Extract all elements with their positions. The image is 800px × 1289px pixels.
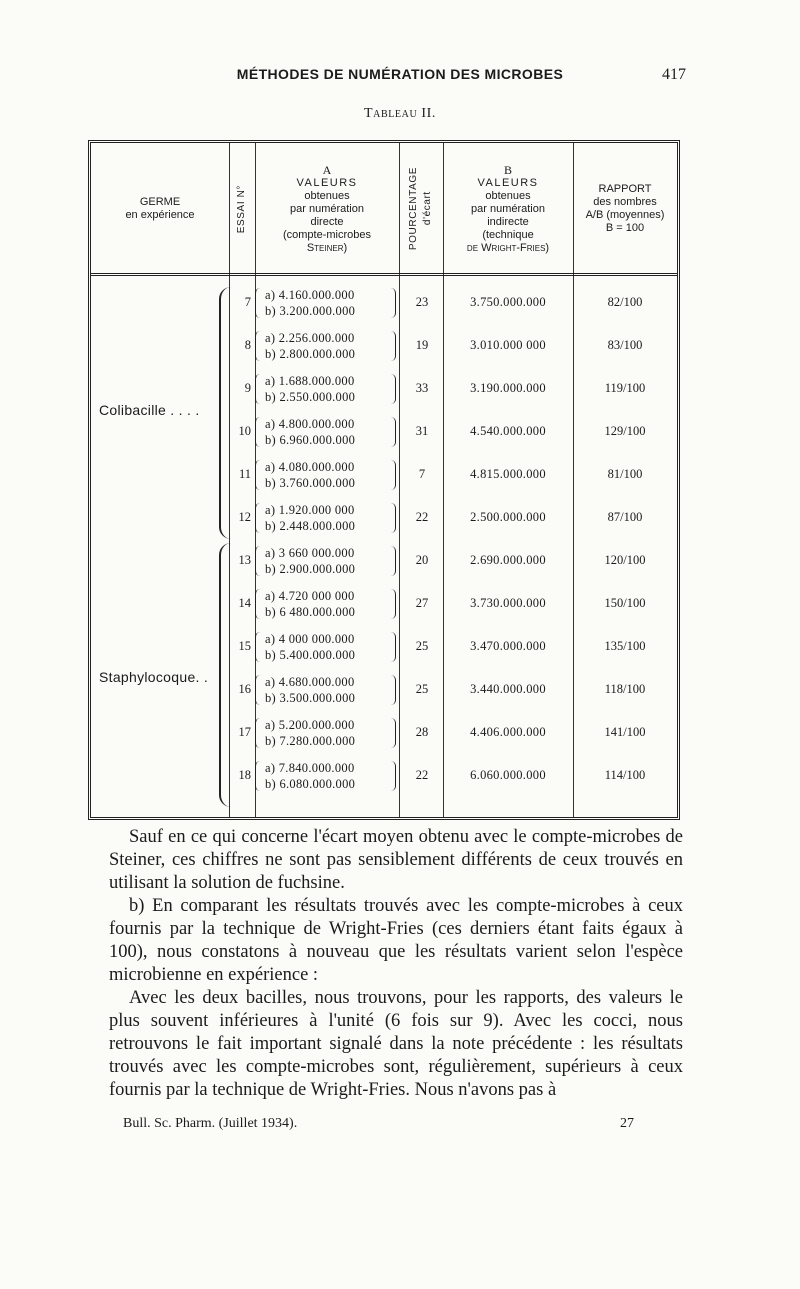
table-row [91, 455, 677, 497]
row-brace [255, 675, 260, 705]
header-a-line: par numération [290, 202, 364, 215]
header-a-line: Steiner) [306, 241, 348, 254]
table-row [91, 498, 677, 540]
row-brace [255, 546, 260, 576]
value-b: 2.500.000.000 [470, 510, 546, 524]
row-brace [255, 460, 260, 490]
value-a: a) 1.920.000 000 b) 2.448.000.000 [265, 503, 356, 533]
header-rule [91, 273, 677, 276]
ecart-percent: 20 [415, 553, 429, 567]
value-a: a) 7.840.000.000 b) 6.080.000.000 [265, 761, 356, 791]
value-b: 3.730.000.000 [470, 596, 546, 610]
essai-number: 17 [238, 725, 251, 739]
value-b: 3.470.000.000 [470, 639, 546, 653]
germ-label-colibacille: Colibacille . . . . [99, 402, 200, 418]
value-a: a) 2.256.000.000 b) 2.800.000.000 [265, 331, 356, 361]
ecart-percent: 31 [415, 424, 429, 438]
rapport-value: 119/100 [604, 381, 646, 395]
rapport-value: 87/100 [607, 510, 643, 524]
table-row [91, 283, 677, 325]
essai-number: 13 [238, 553, 251, 567]
rapport-value: 141/100 [604, 725, 646, 739]
table-row [91, 326, 677, 368]
header-rapport-line: des nombres [593, 196, 657, 208]
header-a-line: obtenues [304, 189, 350, 202]
row-brace [391, 761, 396, 791]
table-row [91, 627, 677, 669]
header-rapport-line: A/B (moyennes) [585, 209, 665, 221]
row-brace [391, 374, 396, 404]
essai-number: 9 [244, 381, 251, 395]
header-b-line: (technique [482, 228, 534, 241]
footer [0, 1116, 800, 1136]
header-b-line: B [503, 162, 512, 177]
table-row [91, 412, 677, 454]
value-a: a) 5.200.000.000 b) 7.280.000.000 [265, 718, 356, 748]
header-essai: ESSAI N° [236, 184, 247, 234]
row-brace [255, 589, 260, 619]
value-a: a) 4.680.000.000 b) 3.500.000.000 [265, 675, 356, 705]
rapport-value: 135/100 [604, 639, 646, 653]
paragraph-2: b) En comparant les résultats trouvés avec les compte-microbes à ceux fournis par la technique de Wright-Fries (ces derniers étant faits égaux à 100), nous constatons à nouveau que les résultats varient selon l'espèce microbienne en expérience : [109, 896, 683, 985]
row-brace [391, 417, 396, 447]
ecart-percent: 19 [415, 338, 429, 352]
rapport-value: 120/100 [604, 553, 646, 567]
ecart-percent: 28 [415, 725, 429, 739]
value-b: 4.815.000.000 [470, 467, 546, 481]
value-a: a) 4 000 000.000 b) 5.400.000.000 [265, 632, 356, 662]
value-a: a) 4.160.000.000 b) 3.200.000.000 [265, 288, 356, 318]
ecart-percent: 27 [415, 596, 429, 610]
rapport-value: 81/100 [607, 467, 643, 481]
table-row [91, 713, 677, 755]
rapport-value: 129/100 [604, 424, 646, 438]
table-row [91, 541, 677, 583]
data-table [88, 140, 680, 820]
header-germe [91, 147, 229, 271]
value-b: 3.010.000 000 [470, 338, 546, 352]
value-a: a) 4.720 000 000 b) 6 480.000.000 [265, 589, 356, 619]
rapport-value: 82/100 [607, 295, 643, 309]
row-brace [391, 546, 396, 576]
running-title: MÉTHODES DE NUMÉRATION DES MICROBES [236, 66, 564, 82]
essai-number: 8 [244, 338, 251, 352]
essai-number: 12 [238, 510, 251, 524]
row-brace [391, 718, 396, 748]
value-b: 6.060.000.000 [470, 768, 546, 782]
header-b [443, 147, 573, 271]
header-b-line: de Wright-Fries) [466, 241, 550, 254]
row-brace [255, 288, 260, 318]
paragraph-1: Sauf en ce qui concerne l'écart moyen obtenu avec le compte-microbes de Steiner, ces chiffres ne sont pas sensiblement différents de ceux trouvés en utilisant la solution de fuchsine. [109, 827, 683, 893]
table-row [91, 756, 677, 798]
rapport-value: 83/100 [607, 338, 643, 352]
value-a: a) 4.080.000.000 b) 3.760.000.000 [265, 460, 356, 490]
header-germe-line: en expérience [125, 209, 195, 221]
header-ecart: POURCENTAGE d'écart [408, 167, 433, 251]
ecart-percent: 25 [415, 639, 429, 653]
journal-reference: Bull. Sc. Pharm. (Juillet 1934). [123, 1116, 298, 1131]
header-a [255, 147, 399, 271]
paragraph-3: Avec les deux bacilles, nous trouvons, pour les rapports, des valeurs le plus souvent inférieures à l'unité (6 fois sur 9). Avec les cocci, nous retrouvons le fait important signalé dans la note précédente : les résultats trouvés avec les compte-microbes sont, régulièrement, supérieurs à ceux fournis par la technique de Wright-Fries. Nous n'avons pas à [109, 988, 683, 1100]
header-germe-line: GERME [139, 196, 181, 208]
table-caption: Tableau II. [363, 106, 437, 121]
row-brace [391, 503, 396, 533]
value-a: a) 1.688.000.000 b) 2.550.000.000 [265, 374, 356, 404]
row-brace [255, 632, 260, 662]
table-row [91, 584, 677, 626]
row-brace [255, 503, 260, 533]
value-b: 3.440.000.000 [470, 682, 546, 696]
header-b-line: par numération [471, 202, 545, 215]
row-brace [255, 417, 260, 447]
row-brace [255, 718, 260, 748]
essai-number: 15 [238, 639, 251, 653]
value-a: a) 3 660 000.000 b) 2.900.000.000 [265, 546, 356, 576]
ecart-percent: 22 [415, 510, 429, 524]
row-brace [391, 632, 396, 662]
ecart-percent: 33 [415, 381, 429, 395]
row-brace [255, 331, 260, 361]
header-b-line: obtenues [485, 189, 531, 202]
table-row [91, 670, 677, 712]
header-b-line: VALEURS [477, 176, 539, 189]
essai-number: 16 [238, 682, 251, 696]
ecart-percent: 25 [415, 682, 429, 696]
row-brace [391, 675, 396, 705]
row-brace [391, 460, 396, 490]
header-rapport-line: B = 100 [605, 222, 645, 234]
row-brace [391, 331, 396, 361]
header-a-line: A [322, 162, 332, 177]
rapport-value: 150/100 [604, 596, 646, 610]
row-brace [391, 589, 396, 619]
ecart-percent: 7 [418, 467, 426, 481]
value-b: 3.750.000.000 [470, 295, 546, 309]
essai-number: 18 [238, 768, 251, 782]
table-row [91, 369, 677, 411]
header-b-line: indirecte [487, 215, 529, 228]
row-brace [391, 288, 396, 318]
ecart-percent: 22 [415, 768, 429, 782]
body-text [109, 826, 683, 1102]
ecart-percent: 23 [415, 295, 429, 309]
header-rapport [573, 147, 677, 271]
value-a: a) 4.800.000.000 b) 6.960.000.000 [265, 417, 356, 447]
row-brace [255, 761, 260, 791]
header-a-line: (compte-microbes [282, 228, 372, 241]
value-b: 3.190.000.000 [470, 381, 546, 395]
rapport-value: 118/100 [604, 682, 646, 696]
value-b: 4.406.000.000 [470, 725, 546, 739]
value-b: 4.540.000.000 [470, 424, 546, 438]
germ-label-staphylocoque: Staphylocoque. . [99, 669, 209, 685]
running-head [0, 66, 800, 86]
value-b: 2.690.000.000 [470, 553, 546, 567]
rapport-value: 114/100 [604, 768, 646, 782]
essai-number: 11 [238, 467, 251, 481]
header-a-line: directe [310, 215, 344, 228]
row-brace [255, 374, 260, 404]
essai-number: 7 [244, 295, 251, 309]
essai-number: 14 [238, 596, 251, 610]
signature-mark: 27 [620, 1116, 634, 1131]
header-rapport-line: RAPPORT [598, 183, 652, 195]
header-a-line: VALEURS [296, 176, 358, 189]
page-number: 417 [662, 66, 686, 83]
essai-number: 10 [238, 424, 251, 438]
